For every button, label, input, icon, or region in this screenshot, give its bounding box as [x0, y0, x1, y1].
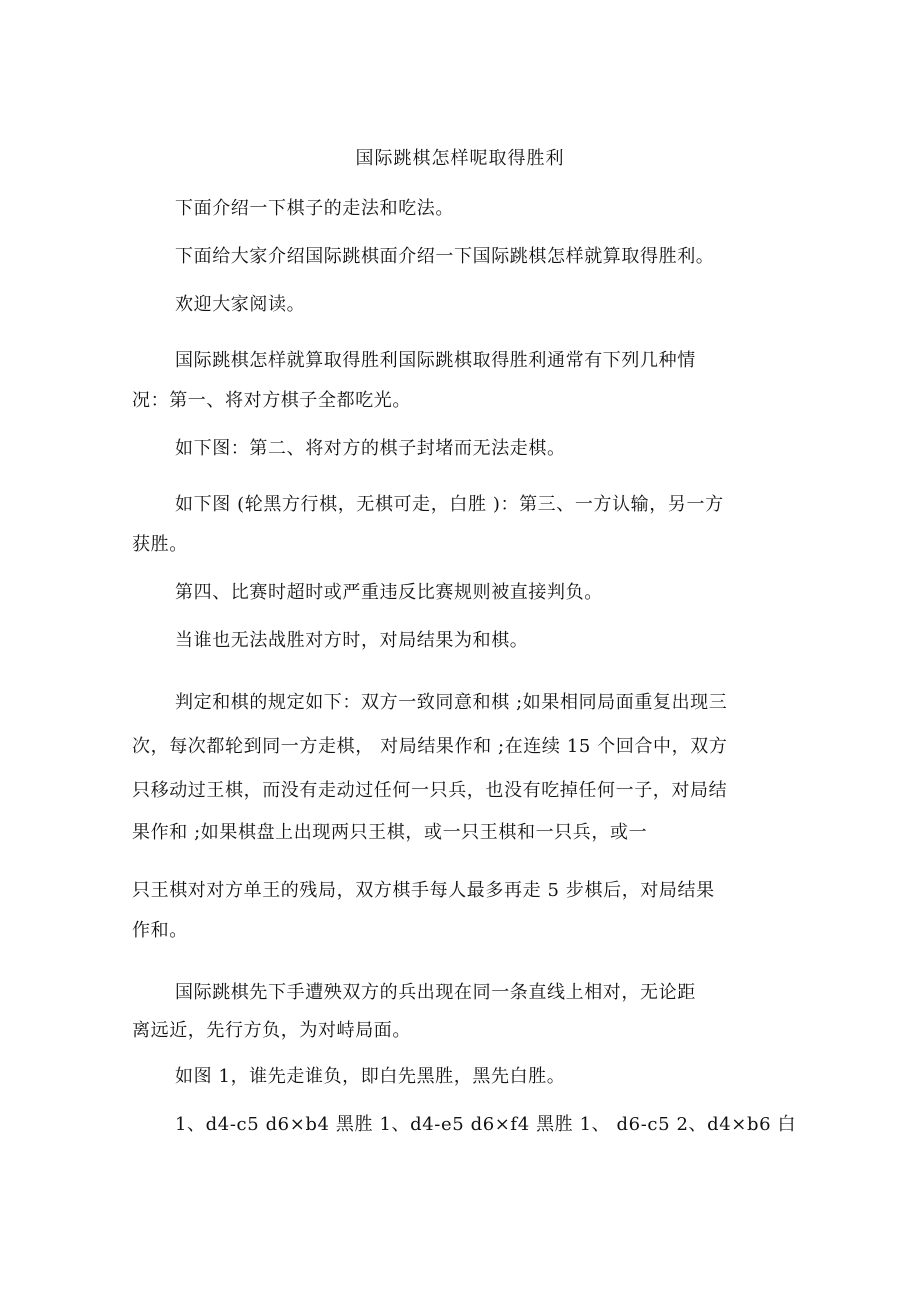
- paragraph-line: 下面给大家介绍国际跳棋面介绍一下国际跳棋怎样就算取得胜利。: [175, 246, 715, 267]
- paragraph-line: 第四、比赛时超时或严重违反比赛规则被直接判负。: [175, 582, 603, 603]
- paragraph-line: 判定和棋的规定如下：双方一致同意和棋 ;如果相同局面重复出现三: [175, 692, 728, 713]
- paragraph-line: 作和。: [132, 920, 188, 941]
- paragraph-line: 获胜。: [132, 534, 188, 555]
- paragraph-line: 当谁也无法战胜对方时，对局结果为和棋。: [175, 630, 529, 651]
- paragraph-line: 如图 1，谁先走谁负，即白先黑胜，黑先白胜。: [175, 1066, 566, 1087]
- paragraph-line: 欢迎大家阅读。: [175, 294, 306, 315]
- paragraph-line: 只王棋对对方单王的残局，双方棋手每人最多再走 5 步棋后，对局结果: [132, 880, 715, 901]
- paragraph-line: 国际跳棋怎样就算取得胜利国际跳棋取得胜利通常有下列几种情: [175, 350, 696, 371]
- paragraph-line: 国际跳棋先下手遭殃双方的兵出现在同一条直线上相对，无论距: [175, 982, 696, 1003]
- paragraph-line: 1、d4-c5 d6×b4 黑胜 1、d4-e5 d6×f4 黑胜 1、 d6-c5 2、d4×b6 白: [175, 1114, 797, 1135]
- paragraph-line: 只移动过王棋，而没有走动过任何一只兵，也没有吃掉任何一子，对局结: [132, 780, 728, 801]
- paragraph-line: 离远近，先行方负，为对峙局面。: [132, 1020, 411, 1041]
- paragraph-line: 如下图：第二、将对方的棋子封堵而无法走棋。: [175, 438, 566, 459]
- paragraph-line: 次，每次都轮到同一方走棋， 对局结果作和 ;在连续 15 个回合中，双方: [132, 736, 728, 757]
- paragraph-line: 况：第一、将对方棋子全都吃光。: [132, 390, 411, 411]
- paragraph-line: 下面介绍一下棋子的走法和吃法。: [175, 198, 454, 219]
- paragraph-line: 如下图 (轮黑方行棋，无棋可走，白胜 )：第三、一方认输，另一方: [175, 494, 724, 515]
- document-title: 国际跳棋怎样呢取得胜利: [355, 148, 565, 169]
- paragraph-line: 果作和 ;如果棋盘上出现两只王棋，或一只王棋和一只兵，或一: [132, 822, 648, 843]
